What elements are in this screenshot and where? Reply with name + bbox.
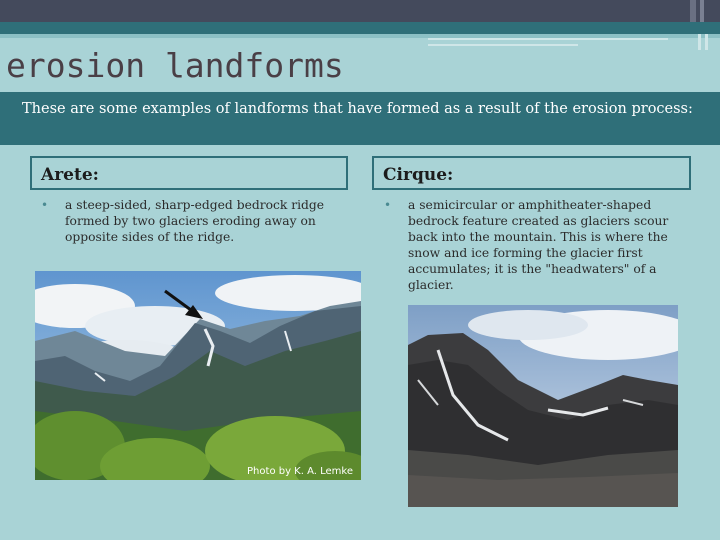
- arete-heading-box: [30, 156, 348, 190]
- bullet-dot-icon: •: [384, 198, 392, 212]
- cirque-heading: Cirque:: [383, 165, 454, 185]
- cirque-description: a semicircular or amphitheater-shaped bedrock feature created as glaciers scour back into the mountain. This is where the snow and ice forming the glacier first accumulates; it is the "headwaters" of a glacier.: [408, 198, 669, 292]
- cirque-bullet-list: [384, 197, 680, 293]
- list-item: [384, 197, 680, 293]
- arete-photo-graphic: [35, 271, 361, 480]
- arete-description: a steep-sided, sharp-edged bedrock ridge formed by two glaciers eroding away on opposite sides of the ridge.: [65, 198, 325, 244]
- arete-photo: [35, 271, 361, 480]
- top-bar: [0, 0, 720, 22]
- decorative-line: [428, 44, 578, 46]
- decorative-line: [428, 38, 668, 40]
- arete-heading: Arete:: [41, 165, 99, 185]
- list-item: [41, 197, 333, 245]
- accent-strip: [0, 22, 720, 34]
- bullet-dot-icon: •: [41, 198, 49, 212]
- arete-bullet-list: [41, 197, 333, 245]
- decorative-bar: [705, 34, 708, 50]
- decorative-bar: [698, 34, 701, 50]
- top-bar-decoration: [690, 0, 696, 22]
- subtitle-band: [0, 92, 720, 145]
- photo-credit: Photo by K. A. Lemke: [247, 466, 353, 477]
- slide-subtitle: These are some examples of landforms that have formed as a result of the erosion process:: [22, 101, 693, 117]
- top-bar-decoration: [700, 0, 704, 22]
- cirque-photo-graphic: [408, 305, 678, 507]
- cirque-photo: [408, 305, 678, 507]
- slide-title: erosion landforms: [6, 46, 344, 85]
- cirque-heading-box: [372, 156, 691, 190]
